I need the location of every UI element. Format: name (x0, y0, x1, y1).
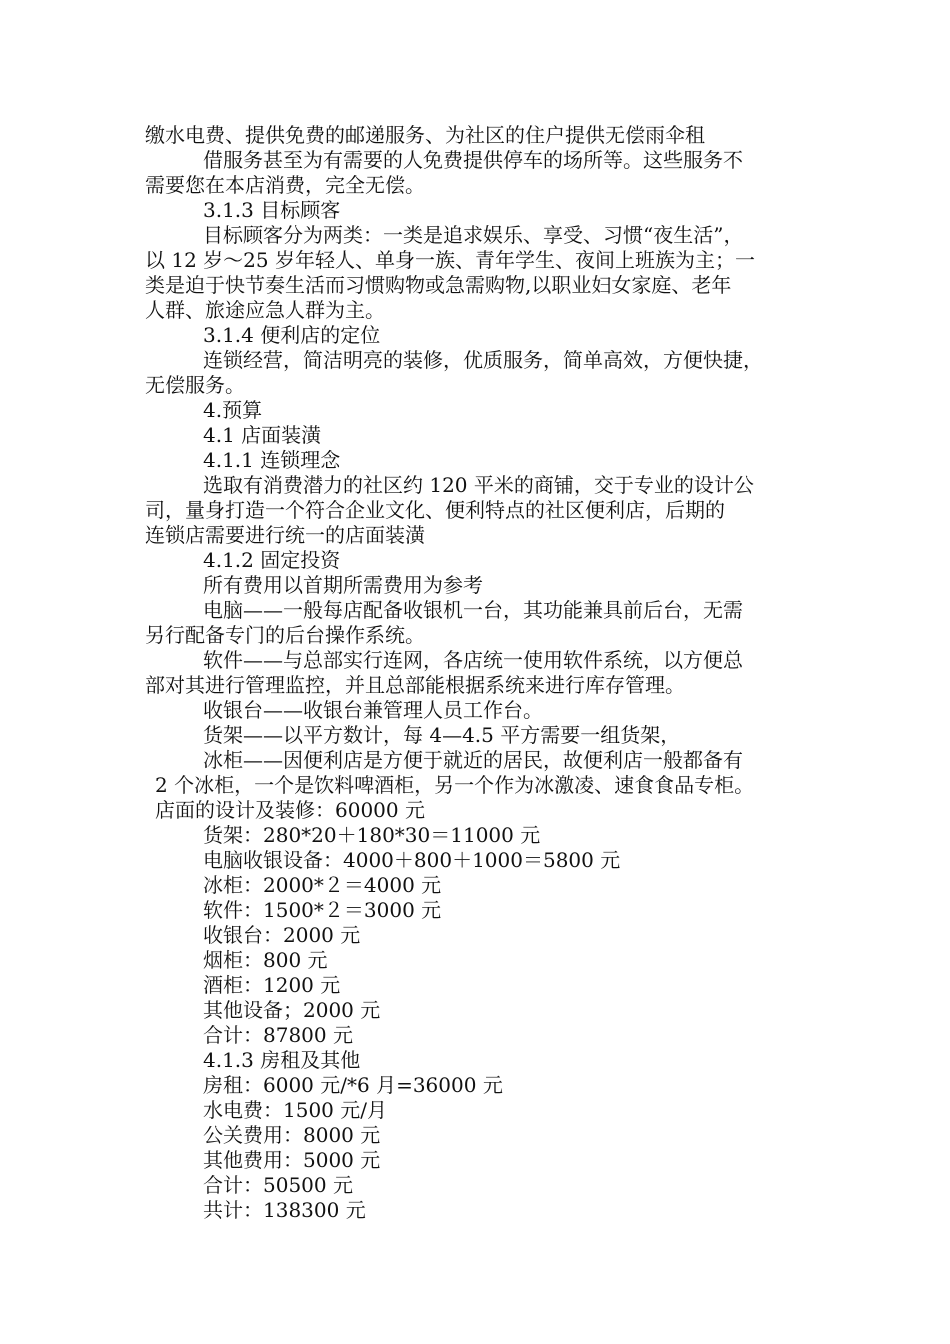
section-heading: 4.1.1 连锁理念 (203, 448, 341, 472)
budget-line: 其他设备；2000 元 (203, 998, 381, 1022)
paragraph-line: 部对其进行管理监控，并且总部能根据系统来进行库存管理。 (145, 673, 685, 697)
paragraph-line: 货架——以平方数计，每 4—4.5 平方需要一组货架， (203, 723, 681, 747)
paragraph-line: 冰柜——因便利店是方便于就近的居民，故便利店一般都备有 (203, 748, 743, 772)
paragraph-line: 需要您在本店消费，完全无偿。 (145, 173, 425, 197)
paragraph-line: 司，量身打造一个符合企业文化、便利特点的社区便利店，后期的 (145, 498, 725, 522)
section-heading: 4.1.3 房租及其他 (203, 1048, 361, 1072)
document-page (145, 123, 828, 1223)
budget-line: 房租：6000 元/*6 月=36000 元 (203, 1073, 503, 1097)
paragraph-line: 另行配备专门的后台操作系统。 (145, 623, 425, 647)
paragraph-line: 软件——与总部实行连网，各店统一使用软件系统，以方便总 (203, 648, 743, 672)
paragraph-line: 缴水电费、提供免费的邮递服务、为社区的住户提供无偿雨伞租 (145, 123, 705, 147)
budget-line: 酒柜：1200 元 (203, 973, 341, 997)
paragraph-line: 无偿服务。 (145, 373, 245, 397)
budget-total-line: 合计：87800 元 (203, 1023, 353, 1047)
budget-total-line: 合计：50500 元 (203, 1173, 353, 1197)
budget-line: 收银台：2000 元 (203, 923, 361, 947)
paragraph-line: 电脑——一般每店配备收银机一台，其功能兼具前后台，无需 (203, 598, 743, 622)
budget-line: 烟柜：800 元 (203, 948, 328, 972)
paragraph-line: 选取有消费潜力的社区约 120 平米的商铺，交于专业的设计公 (203, 473, 754, 497)
budget-line: 冰柜：2000*２＝4000 元 (203, 873, 442, 897)
section-heading: 4.预算 (203, 398, 263, 422)
paragraph-line: 所有费用以首期所需费用为参考 (203, 573, 483, 597)
budget-line: 电脑收银设备：4000＋800＋1000＝5800 元 (203, 848, 621, 872)
paragraph-line: 借服务甚至为有需要的人免费提供停车的场所等。这些服务不 (203, 148, 743, 172)
section-heading: 4.1.2 固定投资 (203, 548, 341, 572)
section-heading: 3.1.4 便利店的定位 (203, 323, 381, 347)
paragraph-line: 类是迫于快节奏生活而习惯购物或急需购物,以职业妇女家庭、老年 (145, 273, 732, 297)
paragraph-line: 连锁经营，简洁明亮的装修，优质服务，简单高效，方便快捷， (203, 348, 763, 372)
budget-line: 店面的设计及装修：60000 元 (155, 798, 425, 822)
paragraph-line: 2 个冰柜，一个是饮料啤酒柜，另一个作为冰激凌、速食食品专柜。 (155, 773, 755, 797)
grand-total-line: 共计：138300 元 (203, 1198, 366, 1222)
paragraph-line: 以 12 岁～25 岁年轻人、单身一族、青年学生、夜间上班族为主；一 (145, 248, 755, 272)
budget-line: 软件：1500*２＝3000 元 (203, 898, 442, 922)
budget-line: 货架：280*20＋180*30＝11000 元 (203, 823, 541, 847)
section-heading: 3.1.3 目标顾客 (203, 198, 341, 222)
budget-line: 水电费：1500 元/月 (203, 1098, 387, 1122)
paragraph-line: 人群、旅途应急人群为主。 (145, 298, 385, 322)
paragraph-line: 目标顾客分为两类：一类是追求娱乐、享受、习惯“夜生活”， (203, 223, 744, 247)
budget-line: 其他费用：5000 元 (203, 1148, 381, 1172)
paragraph-line: 连锁店需要进行统一的店面装潢 (145, 523, 425, 547)
paragraph-line: 收银台——收银台兼管理人员工作台。 (203, 698, 543, 722)
budget-line: 公关费用：8000 元 (203, 1123, 381, 1147)
section-heading: 4.1 店面装潢 (203, 423, 322, 447)
